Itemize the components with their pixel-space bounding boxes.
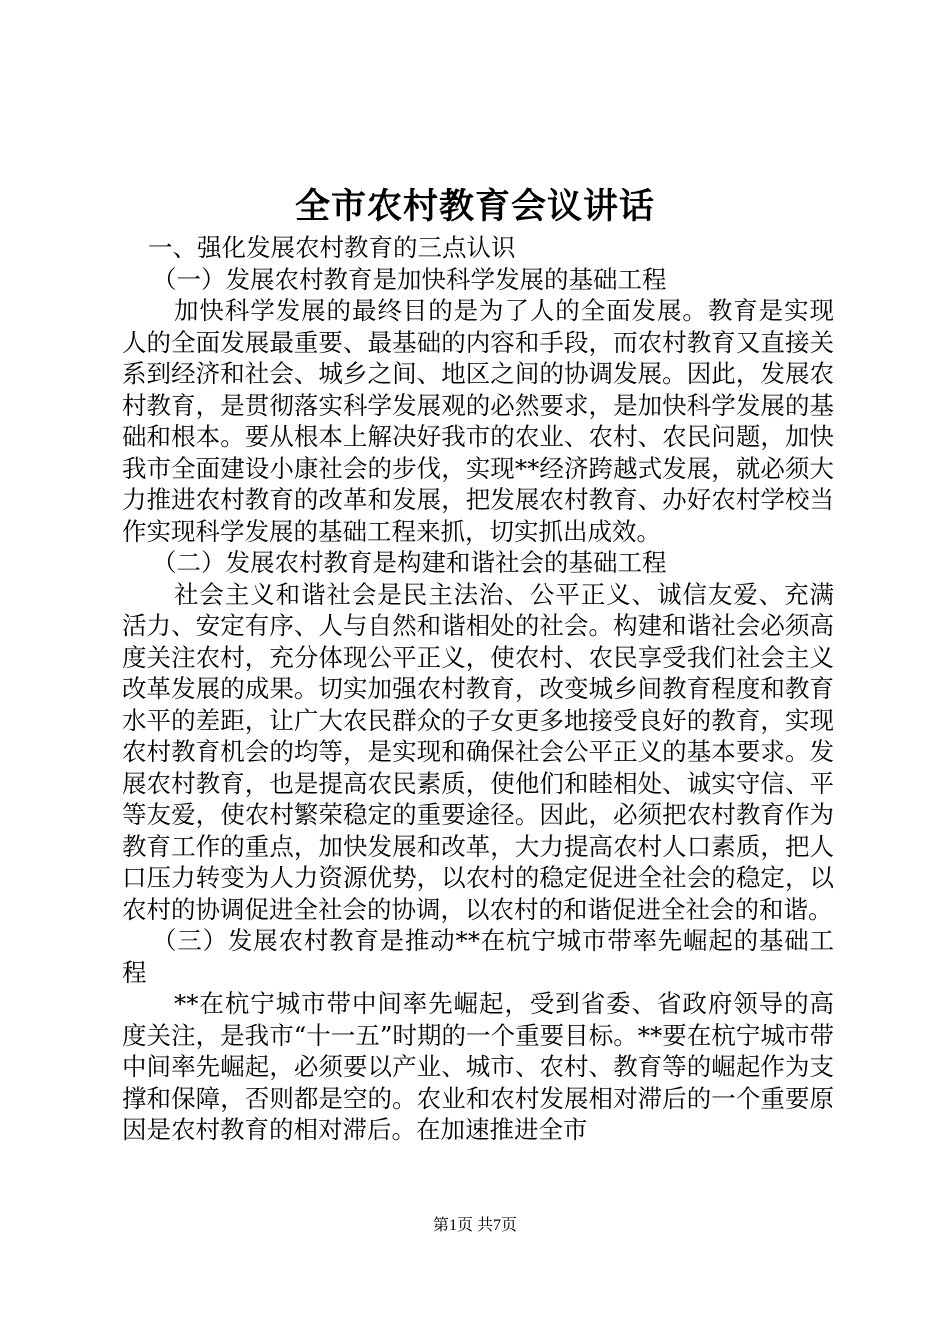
document-title: 全市农村教育会议讲话: [294, 186, 655, 227]
subsection-heading-3: （三）发展农村教育是推动**在杭宁城市带率先崛起的基础工程: [122, 926, 834, 987]
paragraph-2: 社会主义和谐社会是民主法治、公平正义、诚信友爱、充满活力、安定有序、人与自然和谐相处的社会。构建和谐社会必须高度关注农村，充分体现公平正义，使农村、农民享受我们社会主义改革发展的成果。切实加强农村教育，改变城乡间教育程度和教育水平的差距，让广大农民群众的子女更多地接受良好的教育，实现农村教育机会的均等，是实现和确保社会公平正义的基本要求。发展农村教育，也是提高农民素质，使他们和睦相处、诚实守信、平等友爱，使农村繁荣稳定的重要途径。因此，必须把农村教育作为教育工作的重点，加快发展和改革，大力提高农村人口素质，把人口压力转变为人力资源优势，以农村的稳定促进全社会的稳定，以农村的协调促进全社会的协调，以农村的和谐促进全社会的和谐。: [122, 579, 834, 924]
paragraph-3: **在杭宁城市带中间率先崛起，受到省委、省政府领导的高度关注，是我市“十一五”时期的一个重要目标。**要在杭宁城市带中间率先崛起，必须要以产业、城市、农村、教育等的崛起作为支撑和保障，否则都是空的。农业和农村发展相对滞后的一个重要原因是农村教育的相对滞后。在加速推进全市: [122, 989, 834, 1144]
subsection-heading-2: （二）发展农村教育是构建和谐社会的基础工程: [152, 548, 667, 577]
subsection-heading-1: （一）发展农村教育是加快科学发展的基础工程: [152, 264, 667, 294]
section-heading: 一、强化发展农村教育的三点认识: [148, 233, 516, 262]
document-body: [122, 232, 834, 1146]
page-number-footer: 第1页 共7页: [432, 1217, 517, 1234]
paragraph-1: 加快科学发展的最终目的是为了人的全面发展。教育是实现人的全面发展最重要、最基础的内容和手段，而农村教育又直接关系到经济和社会、城乡之间、地区之间的协调发展。因此，发展农村教育，是贯彻落实科学发展观的必然要求，是加快科学发展的基础和根本。要从根本上解决好我市的农业、农村、农民问题，加快我市全面建设小康社会的步伐，实现**经济跨越式发展，就必须大力推进农村教育的改革和发展，把发展农村教育、办好农村学校当作实现科学发展的基础工程来抓，切实抓出成效。: [122, 296, 834, 546]
